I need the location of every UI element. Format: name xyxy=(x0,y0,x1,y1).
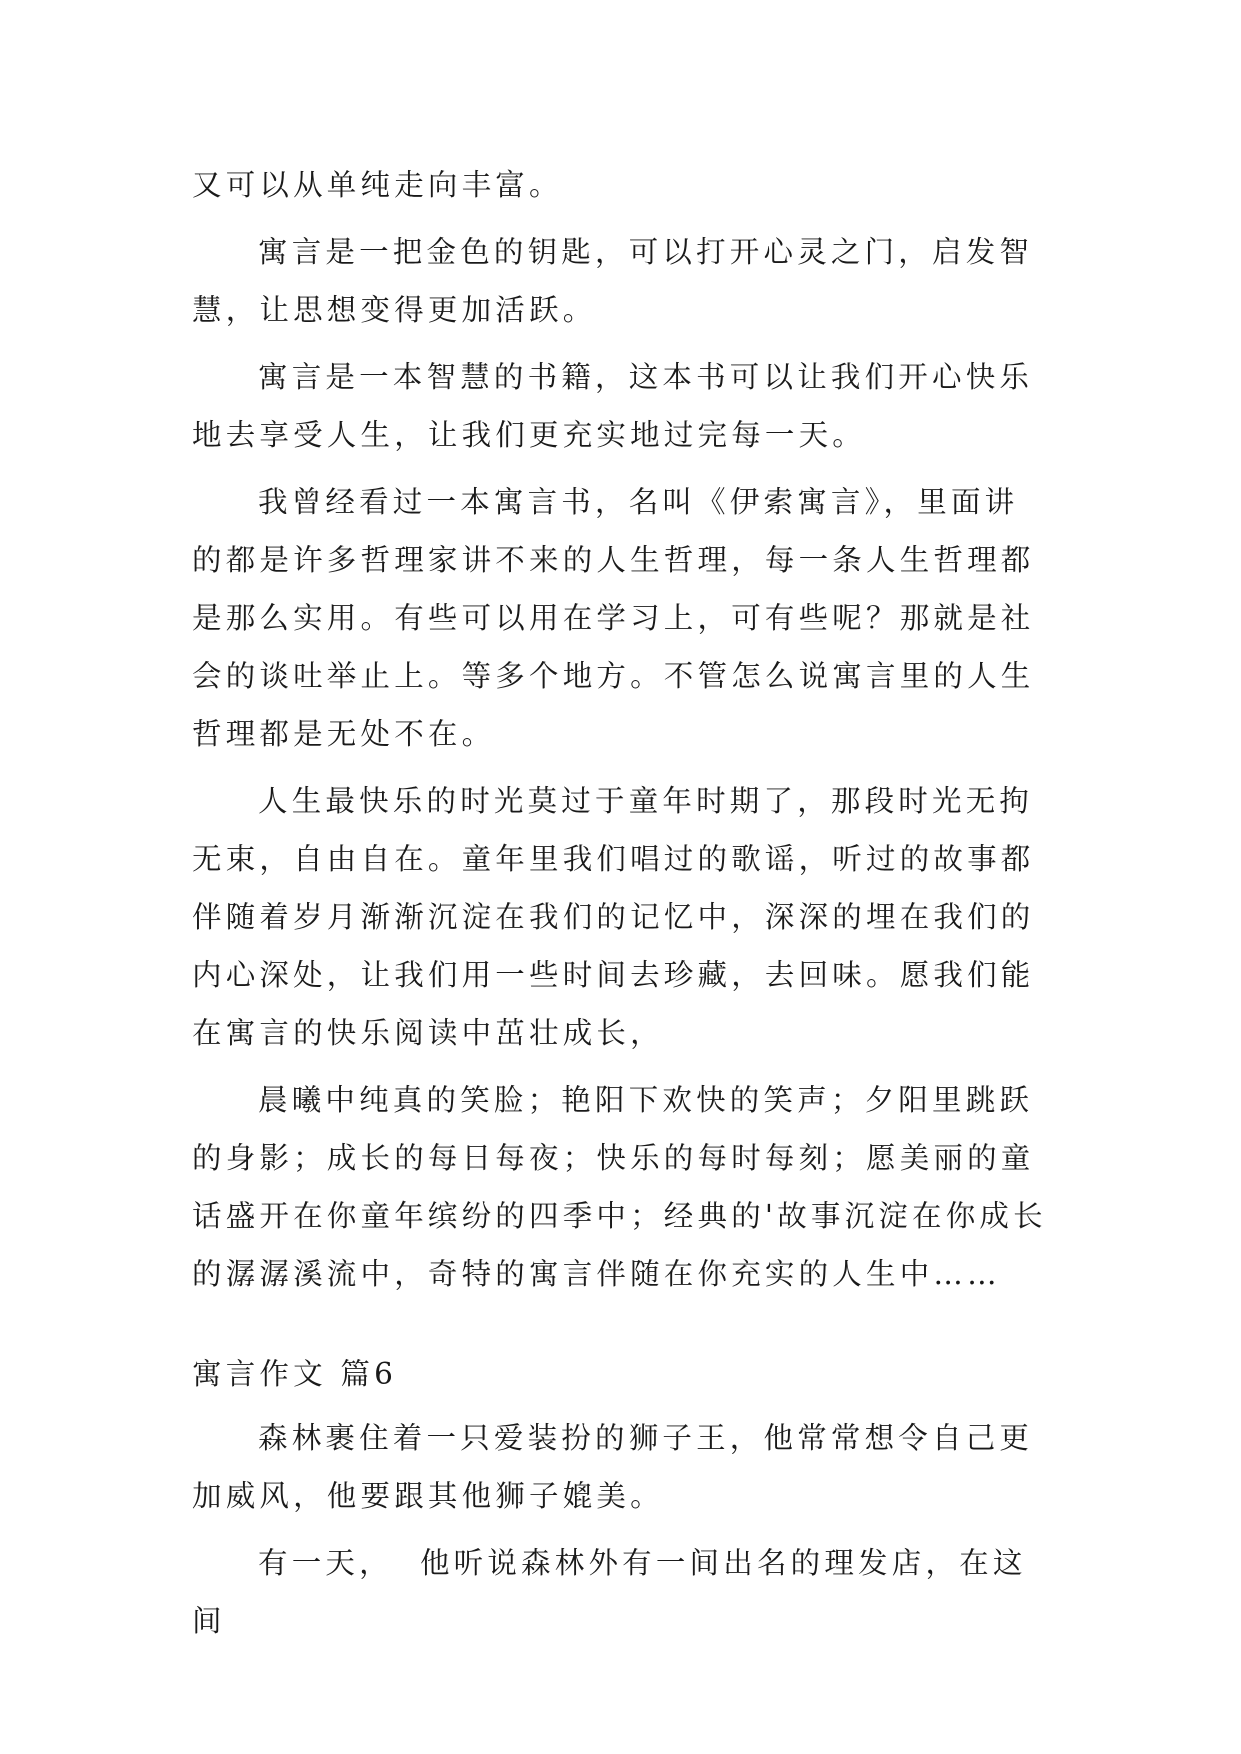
paragraph: 晨曦中纯真的笑脸；艳阳下欢快的笑声；夕阳里跳跃的身影；成长的每日每夜；快乐的每时每刻；愿美丽的童话盛开在你童年缤纷的四季中；经典的'故事沉淀在你成长的潺潺溪流中，奇特的寓言伴随在你充实的人生中…… xyxy=(192,1083,1047,1291)
paragraph: 寓言是一把金色的钥匙，可以打开心灵之门，启发智慧，让思想变得更加活跃。 xyxy=(192,235,1034,327)
paragraph-continuation: 又可以从单纯走向丰富。 xyxy=(192,168,563,202)
paragraph: 我曾经看过一本寓言书，名叫《伊索寓言》，里面讲的都是许多哲理家讲不来的人生哲理，每一条人生哲理都是那么实用。有些可以用在学习上，可有些呢？那就是社会的谈吐举止上。等多个地方。不管怎么说寓言里的人生哲理都是无处不在。 xyxy=(192,485,1035,751)
paragraph: 人生最快乐的时光莫过于童年时期了，那段时光无拘无束，自由自在。童年里我们唱过的歌谣，听过的故事都伴随着岁月渐渐沉淀在我们的记忆中，深深的埋在我们的内心深处，让我们用一些时间去珍藏，去回味。愿我们能在寓言的快乐阅读中茁壮成长， xyxy=(192,784,1035,1050)
paragraph: 有一天， 他听说森林外有一间出名的理发店，在这间 xyxy=(192,1546,1027,1638)
section-title: 寓言作文 篇6 xyxy=(192,1357,398,1391)
paragraph: 寓言是一本智慧的书籍，这本书可以让我们开心快乐地去享受人生，让我们更充实地过完每一天。 xyxy=(192,360,1034,452)
document-body xyxy=(192,156,1052,1659)
paragraph: 森林裹住着一只爱装扮的狮子王，他常常想令自己更加威风，他要跟其他狮子媲美。 xyxy=(192,1421,1034,1513)
